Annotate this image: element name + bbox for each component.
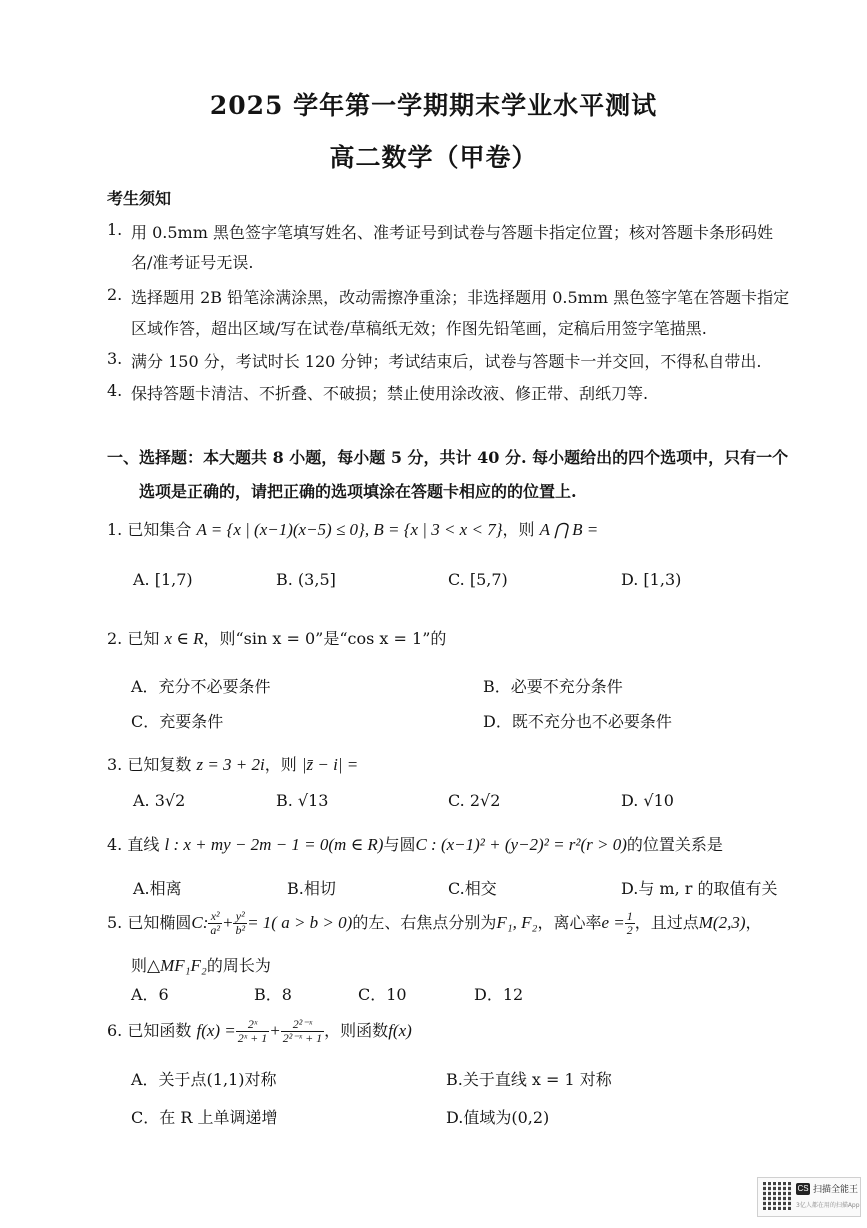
option-b: B. √13 — [276, 791, 329, 810]
question-text: ，则 — [502, 520, 535, 539]
option-b: B．必要不充分条件 — [483, 677, 623, 696]
question-text: ， — [745, 913, 762, 932]
math-expression: A ⋂ B = — [539, 520, 599, 539]
fraction-denominator: a² — [210, 923, 220, 937]
option-b: B. (3,5] — [276, 570, 336, 589]
section-heading-line2: 选项是正确的，请把正确的选项填涂在答题卡相应的的位置上. — [139, 482, 577, 501]
scanner-watermark — [757, 1177, 861, 1217]
notice-1-num: 1. — [107, 220, 123, 239]
option-d: D. [1,3) — [621, 570, 682, 589]
question-6: 6. 已知函数 f(x) = $\frac{\text{2ˣ}}{\text{2ˣ + 1}}$ + $\frac{\text{2²⁻ˣ}}{\text{2²⁻ˣ + 1}}$ ，则函数f(x) — [107, 1017, 412, 1045]
notice-2-line2: 区域作答，超出区域/写在试卷/草稿纸无效；作图先铅笔画，定稿后用签字笔描黑. — [131, 319, 707, 338]
scanner-name: 扫描全能王 — [813, 1185, 859, 1195]
question-text: 已知椭圆 — [127, 913, 192, 932]
fraction-numerator: 2²⁻ˣ — [281, 1018, 324, 1032]
notice-heading: 考生须知 — [107, 189, 172, 208]
option-d: D．既不充分也不必要条件 — [483, 712, 672, 731]
question-number: 5. — [107, 913, 123, 932]
question-5: 5. 已知椭圆C: $\frac{\text{x²}}{\text{a²}}$ + $\frac{\text{y²}}{\text{b²}}$ = 1( a > b > 0)的左、右焦点分别为F₁, F₂，离心率e = $\frac{1}{2}$ ，且过点M(2,3)， — [107, 909, 762, 937]
fraction-numerator: x² — [208, 910, 222, 924]
exam-subtitle: 高二数学（甲卷） — [329, 143, 538, 172]
fraction-denominator: 2ˣ + 1 — [237, 1031, 268, 1045]
math-expression: l : x + my − 2m − 1 = 0(m ∈ R) — [164, 835, 384, 854]
fraction — [625, 910, 635, 937]
qr-code-icon — [763, 1182, 791, 1210]
option-a: A. 3√2 — [133, 791, 186, 810]
question-text: 则 — [131, 956, 148, 975]
question-4 — [107, 832, 723, 855]
scanner-logo: CS — [797, 1184, 809, 1193]
math-expression: C: — [191, 913, 209, 932]
option-b: B.关于直线 x = 1 对称 — [446, 1070, 612, 1089]
option-c: C．在 R 上单调递增 — [131, 1108, 278, 1127]
section-heading-line1: 一、选择题：本大题共 8 小题，每小题 5 分，共计 40 分. 每小题给出的四个选项中，只有一个 — [107, 448, 789, 467]
notice-2-line1: 选择题用 2B 铅笔涂满涂黑，改动需擦净重涂；非选择题用 0.5mm 黑色签字笔在答题卡指定 — [131, 288, 790, 307]
option-d: D.值域为(0,2) — [446, 1108, 550, 1127]
question-text: 已知函数 — [127, 1021, 192, 1040]
question-text: ，则函数 — [324, 1021, 389, 1040]
fraction-numerator: 2ˣ — [236, 1018, 269, 1032]
math-expression: |z̄ − i| = — [301, 755, 359, 774]
math-expression: z = 3 + 2i — [196, 755, 265, 774]
fraction-denominator: 2 — [626, 923, 633, 937]
question-1 — [107, 517, 598, 540]
question-text: 已知复数 — [127, 755, 192, 774]
option-a: A．6 — [131, 985, 169, 1004]
question-text: 已知 — [127, 629, 160, 648]
question-text: 的位置关系是 — [626, 835, 723, 854]
fraction — [233, 910, 247, 937]
math-expression: e = — [601, 913, 625, 932]
fraction-denominator: b² — [235, 923, 246, 937]
option-a: A.相离 — [133, 879, 182, 898]
math-expression: A = {x | (x−1)(x−5) ≤ 0}, B = {x | 3 < x < 7} — [196, 520, 503, 539]
question-text: ，则“sin x = 0”是“cos x = 1”的 — [203, 629, 447, 648]
notice-4-num: 4. — [107, 381, 123, 400]
math-expression: f(x) — [388, 1021, 412, 1040]
option-c: C.相交 — [448, 879, 497, 898]
math-expression: M(2,3) — [698, 913, 746, 932]
option-c: C. 2√2 — [448, 791, 501, 810]
question-number: 6. — [107, 1021, 123, 1040]
question-number: 2. — [107, 629, 123, 648]
fraction-numerator: 1 — [626, 909, 633, 923]
option-b: B．8 — [254, 985, 292, 1004]
fraction-denominator: 2²⁻ˣ + 1 — [282, 1031, 323, 1045]
question-number: 3. — [107, 755, 123, 774]
option-c: C．10 — [358, 985, 407, 1004]
option-d: D.与 m, r 的取值有关 — [621, 879, 778, 898]
exam-title: 2025 学年第一学期期末学业水平测试 — [209, 91, 658, 120]
notice-1-line1: 用 0.5mm 黑色签字笔填写姓名、准考证号到试卷与答题卡指定位置；核对答题卡条形码姓 — [131, 223, 773, 242]
fraction — [281, 1018, 324, 1045]
math-expression: C : (x−1)² + (y−2)² = r²(r > 0) — [415, 835, 627, 854]
question-text: 已知集合 — [127, 520, 192, 539]
option-a: A．关于点(1,1)对称 — [131, 1070, 277, 1089]
question-2 — [107, 626, 446, 649]
math-expression: x ∈ R — [164, 629, 204, 648]
notice-3-num: 3. — [107, 349, 123, 368]
fraction — [208, 910, 222, 937]
question-5-line2 — [131, 953, 271, 976]
question-text: ，且过点 — [634, 913, 699, 932]
question-text: ，离心率 — [537, 913, 602, 932]
option-c: C．充要条件 — [131, 712, 224, 731]
fraction-numerator: y² — [233, 910, 247, 924]
option-c: C. [5,7) — [448, 570, 508, 589]
question-3 — [107, 752, 358, 775]
question-number: 4. — [107, 835, 123, 854]
option-b: B.相切 — [287, 879, 336, 898]
notice-4-line1: 保持答题卡清洁、不折叠、不破损；禁止使用涂改液、修正带、刮纸刀等. — [131, 384, 649, 403]
option-d: D. √10 — [621, 791, 674, 810]
notice-1-line2: 名/准考证号无误. — [131, 253, 254, 272]
math-expression: f(x) = — [196, 1021, 236, 1040]
option-a: A．充分不必要条件 — [131, 677, 271, 696]
option-a: A. [1,7) — [133, 570, 193, 589]
fraction — [236, 1018, 269, 1045]
notice-3-line1: 满分 150 分，考试时长 120 分钟；考试结束后，试卷与答题卡一并交回，不得私自带出. — [131, 352, 762, 371]
question-number: 1. — [107, 520, 123, 539]
option-d: D．12 — [474, 985, 524, 1004]
question-text: 的左、右焦点分别为 — [352, 913, 497, 932]
math-expression: △MF₁F₂ — [147, 956, 207, 975]
math-expression: = 1( a > b > 0) — [247, 913, 353, 932]
scanner-slogan: 3亿人都在用的扫描App — [796, 1202, 860, 1209]
notice-2-num: 2. — [107, 285, 123, 304]
question-text: 与圆 — [383, 835, 416, 854]
question-text: 直线 — [127, 835, 160, 854]
question-text: ，则 — [264, 755, 297, 774]
math-expression: F₁, F₂ — [496, 913, 538, 932]
question-text: 的周长为 — [206, 956, 271, 975]
